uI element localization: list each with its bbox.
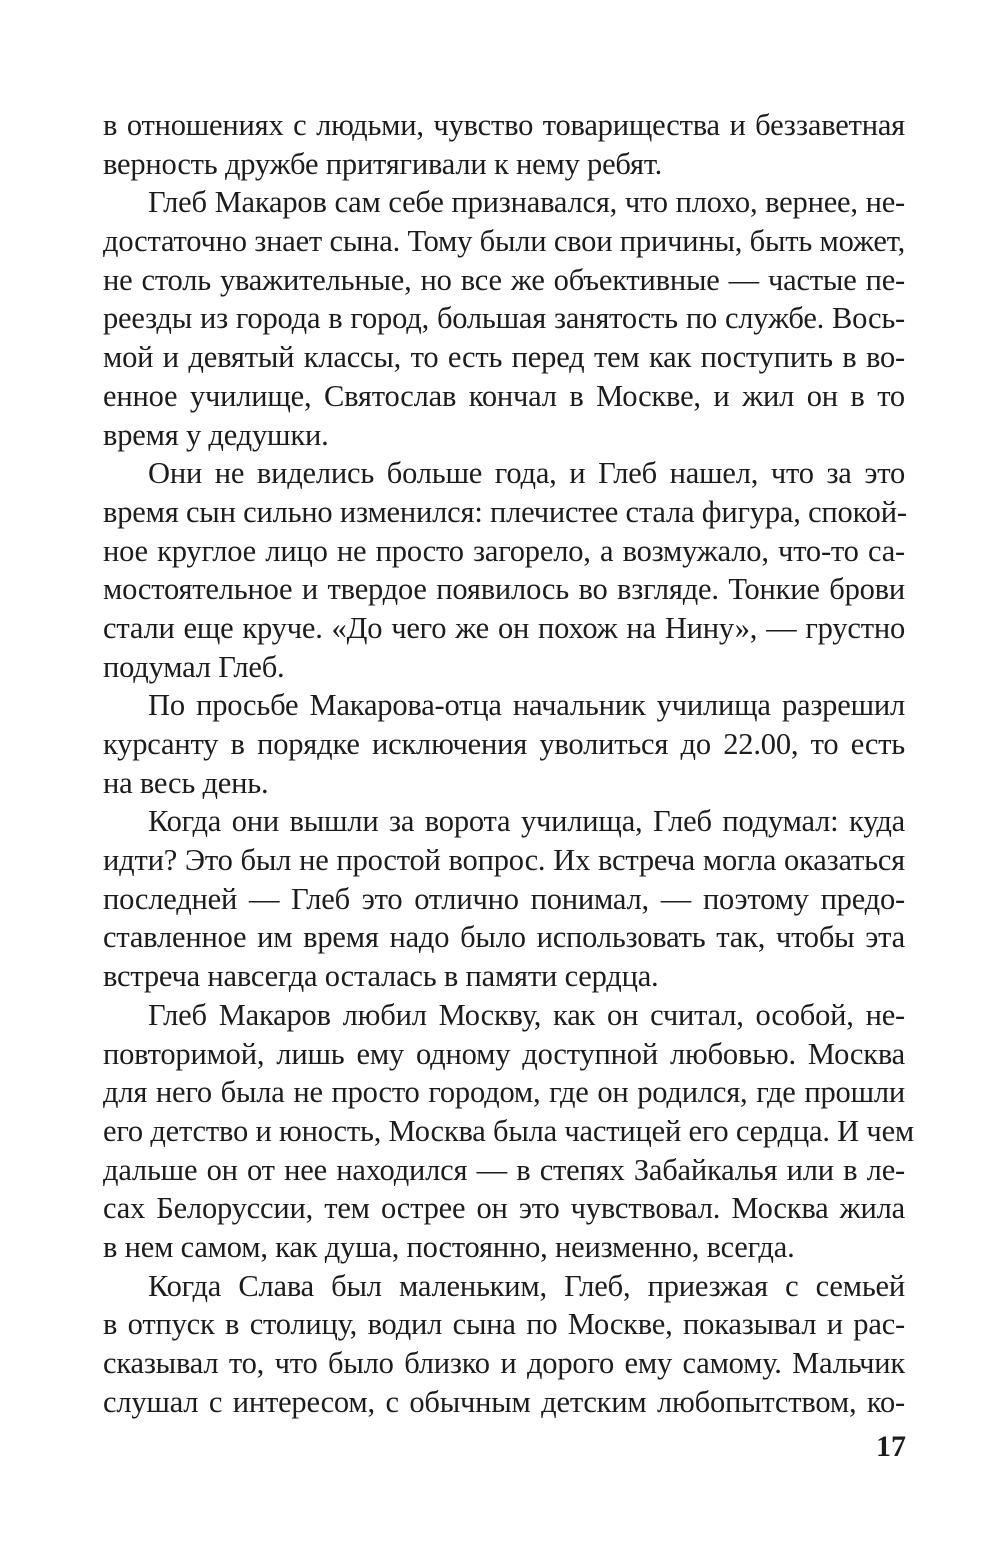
text-line: подумал Глеб. [103, 649, 285, 684]
text-line: в отношениях с людьми, чувство товарищества и беззаветная [103, 108, 905, 142]
text-line: его детство и юность, Москва была частицей его сердца. И чем [103, 1113, 915, 1148]
text-line: Когда они вышли за ворота училища, Глеб подумал: куда [148, 804, 905, 839]
text-line: ставленное им время надо было использовать так, чтобы эта [103, 920, 905, 955]
text-line: встреча навсегда осталась в памяти сердца. [103, 959, 659, 994]
page-text [103, 106, 915, 1421]
text-line: сах Белоруссии, тем острее он это чувствовал. Москва жила [103, 1191, 905, 1226]
text-line: дальше он от нее находился — в степях Забайкалья или в ле- [103, 1152, 905, 1187]
paragraph [103, 183, 905, 454]
text-line: в отпуск в столицу, водил сына по Москве, показывал и рас- [103, 1307, 905, 1342]
paragraph [103, 802, 905, 995]
text-line: время у дедушки. [103, 417, 329, 452]
text-line: реезды из города в город, большая занятость по службе. Вось- [103, 301, 905, 336]
paragraph [103, 686, 905, 802]
text-line: для него была не просто городом, где он родился, где прошли [103, 1075, 905, 1110]
text-line: Глеб Макаров сам себе признавался, что плохо, вернее, не- [148, 185, 905, 220]
text-line: По просьбе Макарова-отца начальник училища разрешил [148, 688, 905, 723]
text-line: енное училище, Святослав кончал в Москве, и жил он в то [103, 378, 905, 413]
text-line: мостоятельное и твердое появилось во взгляде. Тонкие брови [103, 572, 905, 607]
text-line: в нем самом, как душа, постоянно, неизменно, всегда. [103, 1229, 795, 1264]
text-line: верность дружбе притягивали к нему ребят. [103, 146, 663, 181]
text-line: достаточно знает сына. Тому были свои причины, быть может, [103, 224, 905, 259]
paragraph [103, 454, 905, 686]
text-line: ное круглое лицо не просто загорело, а возмужало, что-то са- [103, 533, 905, 568]
text-line: курсанту в порядке исключения уволиться до 22.00, то есть [103, 727, 905, 761]
paragraph [103, 996, 915, 1267]
text-line: время сын сильно изменился: плечистее стала фигура, спокой- [103, 494, 907, 529]
text-line: Когда Слава был маленьким, Глеб, приезжая с семьей [148, 1268, 905, 1303]
text-line: сказывал то, что было близко и дорого ему самому. Мальчик [103, 1346, 905, 1380]
page-number: 17 [876, 1430, 906, 1463]
text-line: последней — Глеб это отлично понимал, — поэтому предо- [103, 881, 905, 916]
paragraph [103, 1267, 905, 1422]
text-line: на весь день. [103, 765, 269, 800]
text-line: повторимой, лишь ему одному доступной любовью. Москва [103, 1036, 905, 1071]
text-line: стали еще круче. «До чего же он похож на Нину», — грустно [103, 610, 905, 645]
text-line: мой и девятый классы, то есть перед тем как поступить в во- [103, 340, 905, 375]
text-line: не столь уважительные, но все же объективные — частые пе- [103, 262, 905, 297]
paragraph [103, 106, 905, 183]
text-line: идти? Это был не простой вопрос. Их встреча могла оказаться [103, 843, 905, 878]
text-line: слушал с интересом, с обычным детским любопытством, ко- [103, 1384, 905, 1419]
text-line: Они не виделись больше года, и Глеб нашел, что за это [148, 456, 905, 491]
text-line: Глеб Макаров любил Москву, как он считал, особой, не- [148, 997, 905, 1032]
